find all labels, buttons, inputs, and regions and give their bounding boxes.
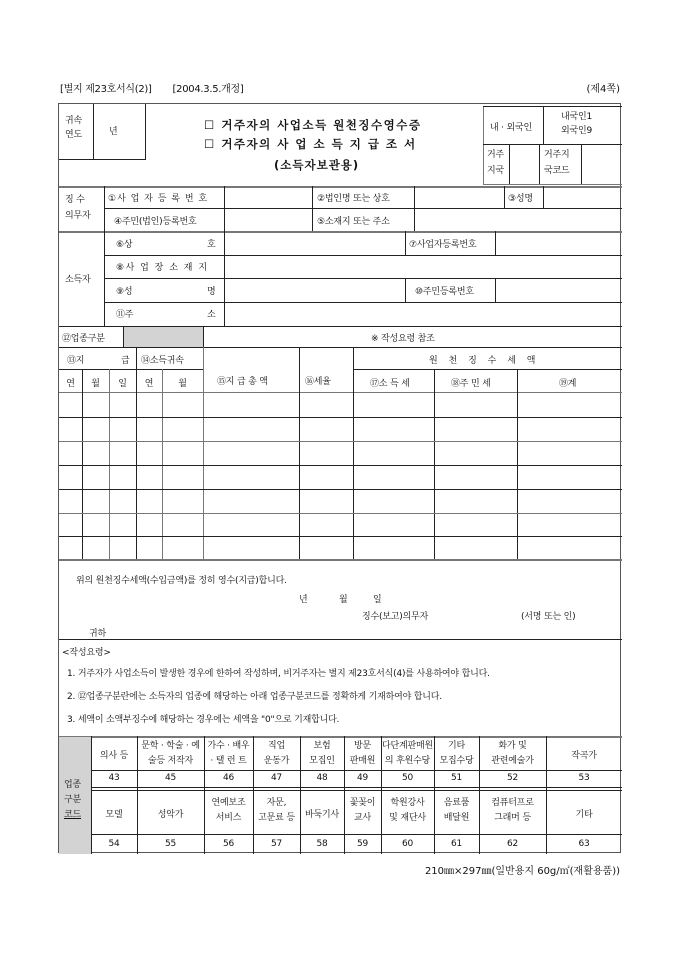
- earner-name-label-tail: 명: [207, 287, 216, 297]
- resident-reg-no-input[interactable]: [225, 209, 312, 231]
- code-value: 62: [506, 839, 519, 849]
- code-name: 방문 판매원: [349, 741, 376, 766]
- form-header-left: [60, 80, 261, 95]
- code-name: 의사 등: [99, 751, 129, 761]
- form-number: [별지 제23호서식(2)]: [60, 84, 152, 95]
- code-name: 바둑기사: [305, 810, 339, 820]
- corp-name-label: ②법인명 또는 상호: [317, 194, 390, 204]
- year-unit: 년: [109, 127, 118, 137]
- residence-code-label: 거주지 국코드: [544, 150, 570, 176]
- date-year: 년: [299, 595, 308, 605]
- code-value: 53: [578, 773, 590, 783]
- earner-address-input[interactable]: [225, 303, 622, 326]
- sub-year-2: 연: [144, 379, 154, 389]
- code-value: 46: [222, 773, 235, 783]
- code-value: 52: [506, 773, 519, 783]
- withholder-name-label: ③성명: [508, 194, 533, 204]
- col-income-tax-label: ⑰소 득 세: [370, 379, 410, 389]
- code-name: 가수 · 배우 · 탤 런 트: [207, 741, 250, 766]
- code-name: 기타 모집수당: [439, 741, 474, 766]
- receipt-statement: 위의 원천징수세액(수입금액)를 정히 영수(지급)합니다.: [76, 576, 287, 586]
- col-sum-label: ⑲계: [559, 379, 577, 389]
- code-value: 59: [356, 839, 369, 849]
- addressee: 귀하: [89, 629, 106, 639]
- code-value: 43: [108, 773, 120, 783]
- trade-name-label: ⑥상: [116, 240, 133, 250]
- code-name: 학원강사 및 재단사: [389, 798, 426, 823]
- signer-label: 징수(보고)의무자: [362, 612, 429, 622]
- col-resident-tax-label: ⑱주 민 세: [451, 379, 491, 389]
- code-name: 컴퓨터프로 그래머 등: [491, 798, 534, 823]
- earner-resident-reg-label: ⑩주민등록번호: [415, 287, 474, 297]
- residence-country-label: 거주 지국: [487, 150, 504, 176]
- resident-reg-no-label: ④주민(법인)등록번호: [114, 217, 197, 227]
- nationality-options: 내국인1 외국인9: [561, 112, 593, 136]
- code-value: 57: [270, 839, 283, 849]
- page-label: (제4쪽): [586, 84, 620, 95]
- code-value: 63: [578, 839, 590, 849]
- code-table-label: 업종 구분 코드: [64, 780, 81, 820]
- col-withheld-label: 원 천 징 수 세 액: [429, 356, 540, 366]
- code-name: 모델: [105, 810, 123, 820]
- earner-business-reg-input[interactable]: [496, 232, 622, 255]
- earner-address-label: ⑪주: [116, 310, 134, 320]
- trade-name-label-tail: 호: [207, 240, 216, 250]
- earner-label: 소득자: [65, 275, 91, 285]
- business-location-input[interactable]: [225, 256, 622, 278]
- industry-code-input[interactable]: [123, 327, 203, 347]
- sub-month: 월: [91, 379, 100, 389]
- code-value: 51: [450, 773, 463, 783]
- withholder-name-input[interactable]: [544, 187, 622, 208]
- earner-name-input[interactable]: [225, 279, 405, 302]
- date-month: 월: [339, 595, 348, 605]
- code-name: 자문, 고문료 등: [258, 798, 295, 823]
- form-revision: [2004.3.5.개정]: [172, 84, 244, 95]
- trade-name-input[interactable]: [225, 232, 405, 255]
- tax-form: [58, 103, 621, 853]
- earner-business-reg-label: ⑦사업자등록번호: [409, 240, 477, 250]
- earner-resident-reg-input[interactable]: [496, 279, 622, 302]
- paper-spec: 210㎜×297㎜(일반용지 60g/㎡(재활용품)): [424, 866, 620, 877]
- code-name: 문학 · 학술 · 예 술등 저작자: [141, 741, 200, 766]
- earner-name-label: ⑨성: [116, 287, 133, 297]
- code-value: 54: [108, 839, 120, 849]
- code-value: 61: [450, 839, 463, 849]
- withholder-address-input[interactable]: [415, 209, 622, 231]
- withholder-label: 징 수 의무자: [65, 195, 91, 221]
- instruction-item-3: 3. 세액이 소액부징수에 해당하는 경우에는 세액을 "0"으로 기재합니다.: [67, 715, 340, 725]
- payment-table-body[interactable]: [59, 393, 622, 559]
- code-name: 기타: [575, 810, 593, 820]
- earner-address-label-tail: 소: [207, 310, 216, 320]
- code-value: 55: [164, 839, 177, 849]
- corp-name-input[interactable]: [415, 187, 504, 208]
- code-value: 60: [401, 839, 414, 849]
- col-attribution-label: ⑭소득귀속: [141, 356, 184, 366]
- address-label: ⑤소재지 또는 주소: [317, 217, 390, 227]
- code-name: 작곡가: [571, 751, 597, 761]
- business-reg-no-label: ①사 업 자 등 록 번 호: [108, 194, 209, 204]
- code-value: 58: [316, 839, 328, 849]
- instructions-heading: <작성요령>: [62, 648, 111, 658]
- code-value: 45: [164, 773, 177, 783]
- sub-day: 일: [118, 379, 127, 389]
- code-name: 직업 운동가: [263, 741, 290, 766]
- industry-label: ⑫업종구분: [62, 334, 105, 344]
- col-pay-label: ⑬지: [67, 356, 85, 366]
- sub-year: 연: [66, 379, 75, 389]
- industry-note: ※ 작성요령 참조: [371, 334, 435, 344]
- code-value: 56: [222, 839, 235, 849]
- code-name: 연예보조 서비스: [211, 798, 246, 823]
- sign-seal-label: (서명 또는 인): [521, 612, 576, 622]
- nationality-label: 내 · 외국인: [490, 123, 532, 133]
- residence-code-input[interactable]: [582, 145, 622, 184]
- code-value: 48: [316, 773, 328, 783]
- code-value: 47: [270, 773, 283, 783]
- title-receipt: ☐ 거주자의 사업소득 원천징수영수증: [204, 118, 422, 132]
- col-rate-label: ⑯세율: [305, 377, 331, 387]
- title-subtitle: (소득자보관용): [274, 158, 360, 172]
- code-name: 꽃꽂이 교사: [349, 798, 376, 823]
- code-name: 다단계판매원 의 후원수당: [382, 741, 433, 766]
- code-name: 보험 모집인: [309, 741, 335, 766]
- code-value: 49: [356, 773, 369, 783]
- col-pay-label-tail: 급: [121, 356, 130, 366]
- residence-country-input[interactable]: [510, 145, 539, 184]
- code-name: 화가 및 관련예술가: [491, 741, 534, 766]
- title-statement: ☐ 거주자의 사 업 소 득 지 급 조 서: [204, 137, 417, 151]
- code-value: 50: [401, 773, 414, 783]
- instruction-item-1: 1. 거주자가 사업소득이 발생한 경우에 한하여 작성하며, 비거주자는 별지 제23호서식(4)를 사용하여야 합니다.: [67, 669, 490, 679]
- code-name: 성악가: [157, 810, 184, 820]
- business-location-label: ⑧사 업 장 소 재 지: [116, 263, 209, 273]
- col-total-label: ⑮지 급 총 액: [217, 377, 268, 387]
- sub-month-2: 월: [178, 379, 187, 389]
- year-label: 귀속 연도: [65, 116, 82, 140]
- code-name: 음료품 배달원: [443, 798, 470, 823]
- business-reg-no-input[interactable]: [225, 187, 312, 208]
- instruction-item-2: 2. ⑫업종구분란에는 소득자의 업종에 해당하는 아래 업종구분코드를 정확하게 기재하여야 합니다.: [67, 692, 442, 702]
- date-day: 일: [373, 595, 382, 605]
